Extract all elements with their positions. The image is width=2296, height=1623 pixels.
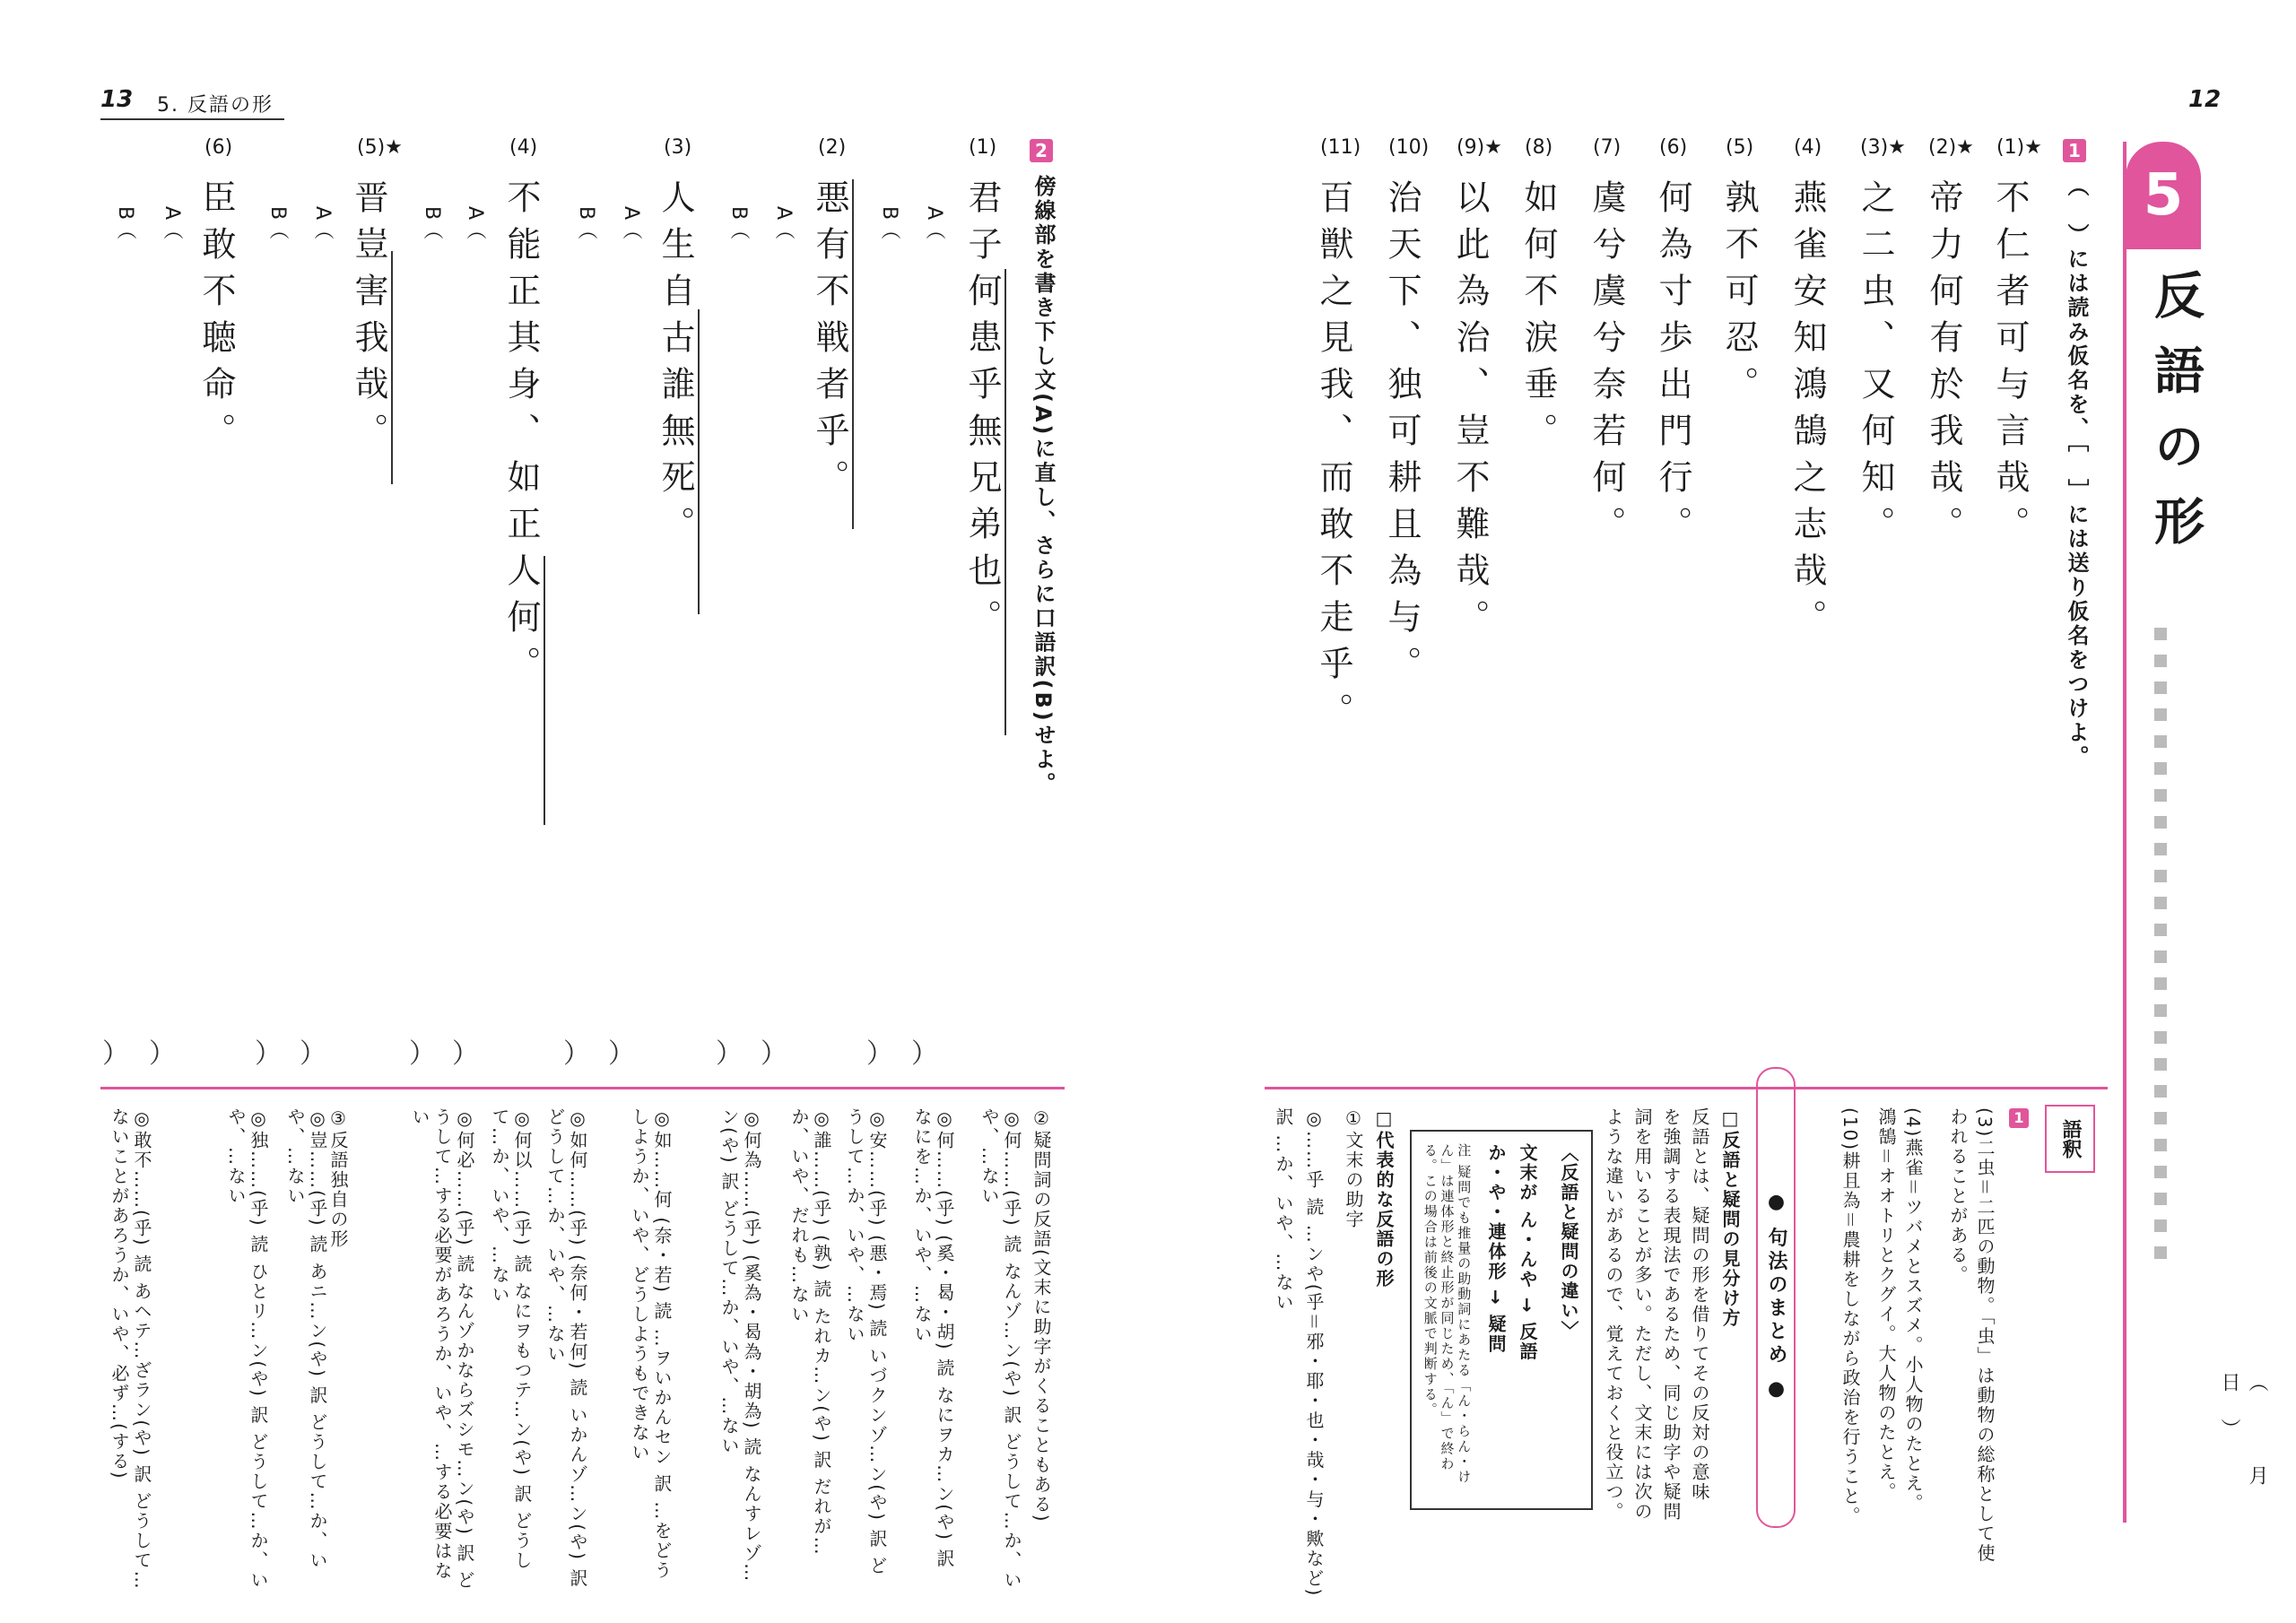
forms-entry-12: ◎敢不……(乎) 読 あヘテ…ざラン(や) 訳 どうして…ないことがあろうか、いや、必ず…(する) — [109, 1107, 152, 1591]
left-page-number: 13 — [100, 86, 134, 113]
summary-heading-1: □反語と疑問の見分け方 — [1719, 1107, 1741, 1328]
ex1-item-2-text: 帝力何有於我哉。 — [1924, 179, 1963, 552]
ex1-item-3-num: (3)★ — [1860, 136, 1906, 159]
ex1-item-3-text: 之二虫、又何知。 — [1856, 179, 1895, 552]
ex1-item-5-text: 孰不可忍。 — [1719, 179, 1759, 412]
diagram-row-2: か・や・連体形 → 疑問 — [1485, 1143, 1507, 1354]
forms-entry-2: ◎何……(乎) (奚・曷・胡) 読 なにヲカ…ン(や) 訳 なにを…か、いや、…ない — [911, 1107, 955, 1569]
ex1-item-2-num: (2)★ — [1928, 136, 1974, 159]
exercise1-badge: 1 — [2063, 139, 2086, 162]
summary-entry-1b: 訳 …か、いや、…ない — [1273, 1107, 1294, 1313]
ex2-item-5-label-b: B（ — [266, 206, 289, 240]
ex2-item-2-num: (2) — [818, 136, 847, 159]
summary-pill: ● 句法のまとめ ● — [1756, 1067, 1796, 1528]
ex2-item-5-text: 晋豈害我哉。 — [349, 179, 388, 459]
ex2-close-paren: ） — [911, 1038, 938, 1070]
ex2-item-2-text: 悪有不戦者乎。 — [810, 179, 849, 506]
diagram-note: 注 疑問でも推量の助動詞にあたる「ん・らん・けん」は連体形と終止形が同じため、「ん」で終わる。この場合は前後の文脈で判断する。 — [1422, 1143, 1473, 1485]
left-section-title: 5. 反語の形 — [157, 94, 274, 117]
ex1-item-1-text: 不仁者可与言哉。 — [1990, 179, 2030, 552]
forms-entry-1: ◎何……(乎) 読 なんゾ…ン(や) 訳 どうして…か、いや、…ない — [978, 1107, 1022, 1591]
forms-sub-2: ②疑問詞の反語(文末に助字がくることもある) — [1031, 1107, 1052, 1523]
ex2-item-4-text: 不能正其身、如正人何。 — [501, 179, 541, 692]
ex2-close-paren: ） — [716, 1038, 743, 1070]
exercise2-instruction: 傍線部を書き下し文(A)に直し、さらに口語訳(B)せよ。 — [1031, 175, 1056, 796]
ex2-item-5-label-a: A（ — [311, 206, 334, 240]
header-rule-left — [100, 118, 284, 120]
ex2-item-1-underline — [1004, 269, 1006, 735]
ex2-close-paren: ） — [149, 1038, 176, 1070]
ex1-item-9-text: 以此為治、豈不難哉。 — [1450, 179, 1490, 646]
ex2-item-1-num: (1) — [969, 136, 997, 159]
ex2-item-3-num: (3) — [664, 136, 692, 159]
chapter-title: 反語の形 — [2146, 269, 2205, 570]
summary-heading-2: □代表的な反語の形 — [1373, 1107, 1395, 1289]
ex2-item-4-num: (4) — [509, 136, 538, 159]
ex2-close-paren: ） — [409, 1038, 436, 1070]
forms-sub-3: ③反語独自の形 — [327, 1107, 349, 1249]
vocab-badge: 1 — [2009, 1108, 2029, 1128]
vocab-line-2: われることがある。 — [1947, 1107, 1969, 1285]
ex1-item-7-num: (7) — [1593, 136, 1622, 159]
ex2-item-3-underline — [698, 309, 700, 614]
vocab-line-4: 鴻鵠＝オオトリとクグイ。大人物のたとえ。 — [1875, 1107, 1897, 1502]
ex2-item-3-label-b: B（ — [575, 206, 597, 240]
forms-entry-8: ◎何以……(乎) 読 なにヲもつテ…ン(や) 訳 どうして…か、いや、…ない — [489, 1107, 533, 1571]
ex2-item-2-label-b: B（ — [727, 206, 750, 240]
ex1-item-10-num: (10) — [1388, 136, 1430, 159]
ex2-item-3-text: 人生自古誰無死。 — [656, 179, 695, 552]
ex2-item-4-label-b: B（ — [421, 206, 443, 240]
ex2-close-paren: ） — [608, 1038, 635, 1070]
forms-entry-9: ◎何必……(乎) 読 なんゾかならズシモ…ン(や) 訳 どうして…する必要があろうか、いや、…する必要はない — [409, 1107, 475, 1591]
ex1-item-7-text: 虞兮虞兮奈若何。 — [1587, 179, 1626, 552]
ex1-item-5-num: (5) — [1726, 136, 1754, 159]
vocab-line-1: (3)二虫＝二匹の動物。「虫」は動物の総称として使 — [1974, 1107, 1996, 1564]
ex2-close-paren: ） — [761, 1038, 787, 1070]
ex2-item-1-label-a: A（ — [923, 206, 945, 240]
ex2-item-2-underline — [852, 179, 854, 529]
ex1-item-8-text: 如何不涙垂。 — [1518, 179, 1558, 459]
summary-sub-1: ①文末の助字 — [1343, 1107, 1364, 1229]
ex2-item-2-label-a: A（ — [772, 206, 795, 240]
summary-body-3: 詞を用いることが多い。ただし、文末には次の — [1631, 1107, 1653, 1522]
ex2-item-6-text: 臣敢不聴命。 — [196, 179, 236, 459]
exercise1-instruction: （ ）には読み仮名を、［ ］には送り仮名をつけよ。 — [2064, 175, 2089, 769]
vocab-line-5: (10)耕且為＝農耕をしながら政治を行うこと。 — [1839, 1107, 1861, 1527]
date-box: （ 月 日） — [2218, 1372, 2268, 1558]
diagram-row-1: 文末が ん・んや → 反語 — [1517, 1143, 1538, 1362]
ex1-item-6-num: (6) — [1659, 136, 1688, 159]
ex1-item-11-text: 百獣之見我、而敢不走乎。 — [1314, 179, 1353, 739]
vocab-tag: 語釈 — [2045, 1105, 2095, 1173]
forms-entry-7: ◎如何……(乎) (奈何・若何) 読 いかんゾ…ン(や) 訳 どうして…か、いや、…ない — [544, 1107, 588, 1589]
ex2-item-6-label-b: B（ — [114, 206, 136, 240]
forms-entry-6: ◎如……何 (奈・若) 読 …ヲいかんセン 訳 …をどうしようか、いや、どうしようもできない — [629, 1107, 673, 1581]
ex2-item-6-label-a: A（ — [161, 206, 183, 240]
ex1-item-10-text: 治天下、独可耕且為与。 — [1382, 179, 1422, 692]
divider-right — [1265, 1087, 2108, 1089]
divider-left — [100, 1087, 1065, 1089]
ex2-item-6-num: (6) — [204, 136, 233, 159]
ex2-item-4-label-a: A（ — [464, 206, 486, 240]
summary-body-1: 反語とは、疑問の形を借りてその反対の意味 — [1689, 1107, 1710, 1502]
summary-body-4: ような違いがあるので、覚えておくと役立つ。 — [1603, 1107, 1624, 1522]
ex2-item-4-underline — [544, 556, 545, 825]
exercise2-badge: 2 — [1030, 139, 1053, 162]
ex2-close-paren: ） — [866, 1038, 893, 1070]
ex2-close-paren: ） — [300, 1038, 326, 1070]
ex1-item-8-num: (8) — [1525, 136, 1553, 159]
right-page-number: 12 — [2188, 86, 2222, 113]
forms-entry-5: ◎何為……(乎) (奚為・曷為・胡為) 読 なんすレゾ…ン(や) 訳 どうして…か、いや、…ない — [718, 1107, 762, 1584]
ex2-item-5-num: (5)★ — [357, 136, 403, 159]
vocab-line-3: (4)燕雀＝ツバメとスズメ。小人物のたとえ。 — [1902, 1107, 1924, 1514]
forms-entry-3: ◎安……(乎) (悪・焉) 読 いづクンゾ…ン(や) 訳 どうして…か、いや、…ない — [844, 1107, 888, 1576]
ex2-item-1-label-b: B（ — [878, 206, 900, 240]
forms-entry-10: ◎豈……(乎) 読 あニ…ン(や) 訳 どうして…か、いや、…ない — [284, 1107, 328, 1571]
ex2-close-paren: ） — [102, 1038, 129, 1070]
ex1-item-1-num: (1)★ — [1996, 136, 2042, 159]
forms-entry-4: ◎誰……(乎) (孰) 読 たれカ…ン(や) 訳 だれが…か、いや、だれも…ない — [788, 1107, 832, 1557]
summary-body-2: を強調する表現法であるため、同じ助字や疑問 — [1660, 1107, 1682, 1522]
dotted-guide — [2154, 628, 2167, 1273]
ex2-item-1-text: 君子何患乎無兄弟也。 — [962, 179, 1002, 646]
forms-entry-11: ◎独……(乎) 読 ひとリ…ン(や) 訳 どうして…か、いや、…ない — [225, 1107, 269, 1591]
ex2-item-5-underline — [391, 251, 393, 484]
ex2-item-3-label-a: A（ — [620, 206, 642, 240]
ex2-close-paren: ） — [563, 1038, 590, 1070]
chapter-number-badge: 5 — [2126, 142, 2201, 249]
ex1-item-11-num: (11) — [1320, 136, 1361, 159]
diagram-title: 〈反語と疑問の違い〉 — [1558, 1143, 1579, 1341]
ex2-close-paren: ） — [255, 1038, 282, 1070]
ex1-item-4-num: (4) — [1794, 136, 1822, 159]
summary-entry-1: ◎……乎 読 …ンや(乎＝邪・耶・也・哉・与・歟など) — [1303, 1107, 1325, 1598]
ex1-item-4-text: 燕雀安知鴻鵠之志哉。 — [1787, 179, 1827, 646]
ex2-close-paren: ） — [452, 1038, 479, 1070]
ex1-item-9-num: (9)★ — [1457, 136, 1502, 159]
ex1-item-6-text: 何為寸歩出門行。 — [1653, 179, 1692, 552]
